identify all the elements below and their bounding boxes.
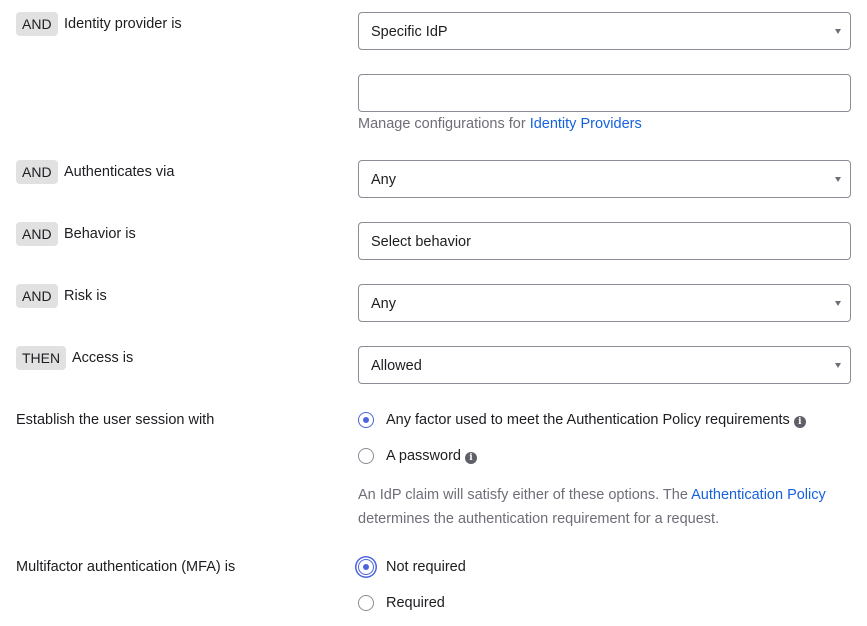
chevron-down-icon <box>835 301 841 306</box>
identity-provider-value: Specific IdP <box>371 24 448 40</box>
identity-provider-input[interactable] <box>358 74 851 112</box>
info-icon[interactable]: i <box>794 416 806 428</box>
session-help-suffix: determines the authentication requirement for a request. <box>358 511 720 527</box>
risk-value: Any <box>371 296 396 312</box>
and-badge: AND <box>16 222 58 246</box>
session-any-factor-radio[interactable] <box>358 412 374 428</box>
and-badge: AND <box>16 284 58 308</box>
and-badge: AND <box>16 160 58 184</box>
session-password-radio[interactable] <box>358 448 374 464</box>
chevron-down-icon <box>835 177 841 182</box>
behavior-input[interactable] <box>358 222 851 260</box>
identity-provider-select[interactable] <box>358 12 851 50</box>
risk-select[interactable] <box>358 284 851 322</box>
session-help <box>358 483 853 531</box>
session-option-any-factor[interactable] <box>386 408 806 432</box>
access-value: Allowed <box>371 358 422 374</box>
behavior-label: Behavior is <box>64 226 136 242</box>
risk-label: Risk is <box>64 288 107 304</box>
session-help-text: An IdP claim will satisfy either of these options. The <box>358 487 692 503</box>
info-icon[interactable]: i <box>465 452 477 464</box>
authenticates-via-select[interactable] <box>358 160 851 198</box>
and-badge: AND <box>16 12 58 36</box>
authenticates-via-value: Any <box>371 172 396 188</box>
mfa-option-required[interactable]: Required <box>386 595 445 611</box>
mfa-label: Multifactor authentication (MFA) is <box>16 559 236 575</box>
behavior-placeholder: Select behavior <box>371 234 471 250</box>
chevron-down-icon <box>835 29 841 34</box>
access-select[interactable] <box>358 346 851 384</box>
identity-provider-help-text: Manage configurations for <box>358 116 530 132</box>
authentication-policy-link[interactable]: Authentication Policy <box>691 487 826 503</box>
chevron-down-icon <box>835 363 841 368</box>
access-label: Access is <box>72 350 134 366</box>
mfa-option-not-required[interactable]: Not required <box>386 559 466 575</box>
session-option-password-label: A password <box>386 448 461 464</box>
mfa-required-radio[interactable] <box>358 595 374 611</box>
identity-provider-label: Identity provider is <box>64 16 182 32</box>
identity-providers-link[interactable]: Identity Providers <box>529 116 642 132</box>
session-option-password[interactable] <box>386 444 477 468</box>
authenticates-via-label: Authenticates via <box>64 164 175 180</box>
identity-provider-help <box>358 112 642 136</box>
session-option-any-factor-label: Any factor used to meet the Authentication Policy requirements <box>386 412 790 428</box>
session-label: Establish the user session with <box>16 412 215 428</box>
mfa-not-required-radio[interactable] <box>358 559 374 575</box>
then-badge: THEN <box>16 346 66 370</box>
